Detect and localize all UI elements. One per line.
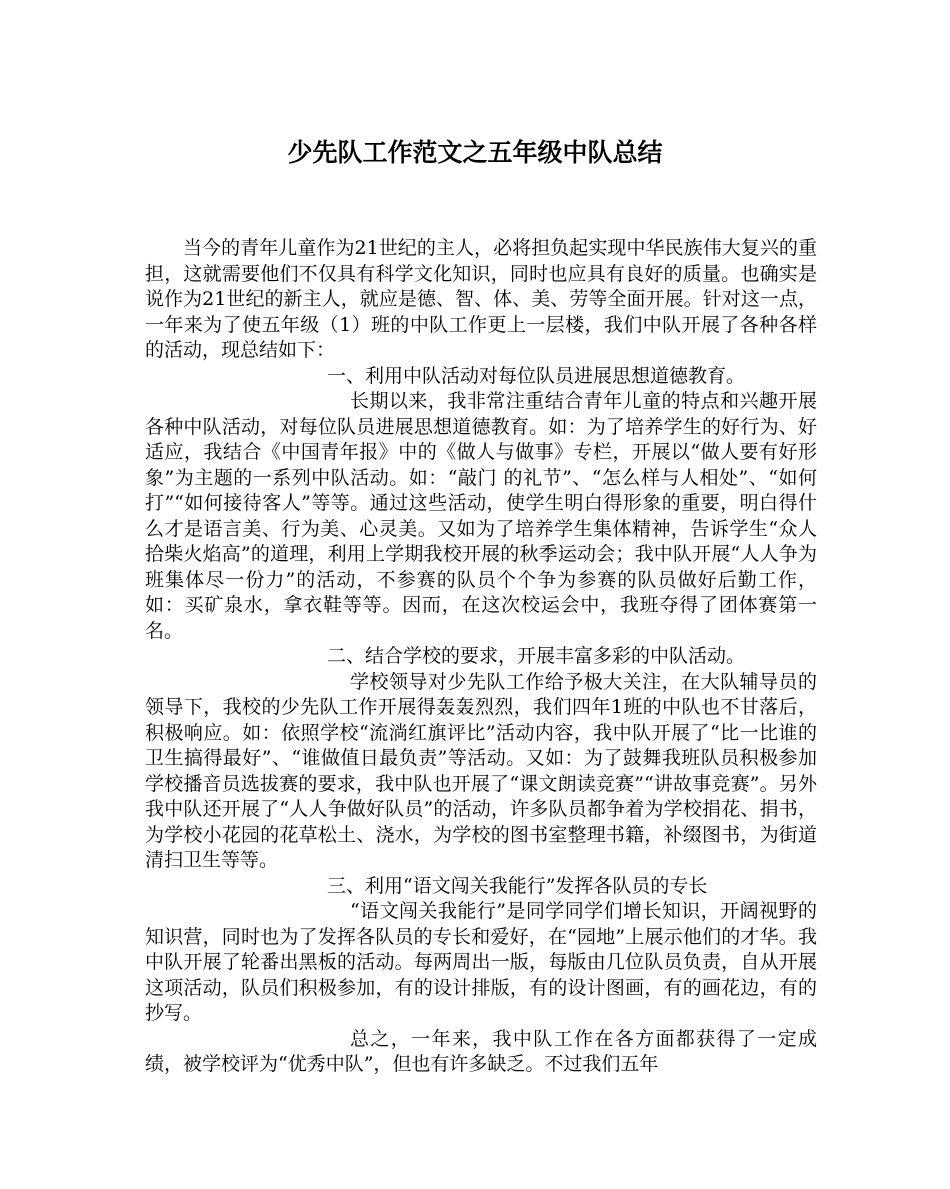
conclusion-paragraph: 总之，一年来，我中队工作在各方面都获得了一定成绩，被学校评为“优秀中队”，但也有许多缺乏。不过我们五年 [145,1027,817,1075]
section-2-paragraph: 学校领导对少先队工作给予极大关注，在大队辅导员的领导下，我校的少先队工作开展得轰轰烈烈，我们四年1班的中队也不甘落后，积极响应。如：依照学校“流淌红旗评比”活动内容，我中队开展了“比一比谁的卫生搞得最好”、“谁做值日最负责”等活动。又如：为了鼓舞我班队员积极参加学校播音员选拔赛的要求，我中队也开展了“课文朗读竞赛”“讲故事竞赛”。另外我中队还开展了“人人争做好队员”的活动，许多队员都争着为学校捐花、捐书，为学校小花园的花草松土、浇水，为学校的图书室整理书籍，补缀图书，为街道清扫卫生等等。 [145,670,817,871]
section-heading-1: 一、利用中队活动对每位队员进展思想道德教育。 [327,364,746,387]
intro-paragraph: 当今的青年儿童作为21世纪的主人，必将担负起实现中华民族伟大复兴的重担，这就需要他们不仅具有科学文化知识，同时也应具有良好的质量。也确实是说作为21世纪的新主人，就应是德、智、体、美、劳等全面开展。针对这一点，一年来为了使五年级（1）班的中队工作更上一层楼，我们中队开展了各种各样的活动，现总结如下： [145,237,817,361]
document-title: 少先队工作范文之五年级中队总结 [287,138,663,167]
section-1-paragraph: 长期以来，我非常注重结合青年儿童的特点和兴趣开展各种中队活动，对每位队员进展思想道德教育。如：为了培养学生的好行为、好适应，我结合《中国青年报》中的《做人与做事》专栏，开展以“做人要有好形象”为主题的一系列中队活动。如：“敲门 的礼节”、“怎么样与人相处”、“如何打”“如何接待客人”等等。通过这些活动，使学生明白得形象的重要，明白得什么才是语言美、行为美、心灵美。又如为了培养学生集体精神，告诉学生“众人拾柴火焰高”的道理，利用上学期我校开展的秋季运动会；我中队开展“人人争为班集体尽一份力”的活动，不参赛的队员个个争为参赛的队员做好后勤工作，如：买矿泉水，拿衣鞋等等。因而，在这次校运会中，我班夺得了团体赛第一名。 [145,390,817,642]
section-heading-2: 二、结合学校的要求，开展丰富多彩的中队活动。 [327,645,746,667]
section-3-paragraph: “语文闯关我能行”是同学同学们增长知识，开阔视野的知识营，同时也为了发挥各队员的专长和爱好，在“园地”上展示他们的才华。我中队开展了轮番出黑板的活动。每两周出一版，每版由几位队员负责，自从开展这项活动，队员们积极参加，有的设计排版，有的设计图画，有的画花边，有的抄写。 [145,900,817,1024]
section-heading-3: 三、利用“语文闯关我能行”发挥各队员的专长 [327,874,708,897]
document-body [145,236,817,1078]
